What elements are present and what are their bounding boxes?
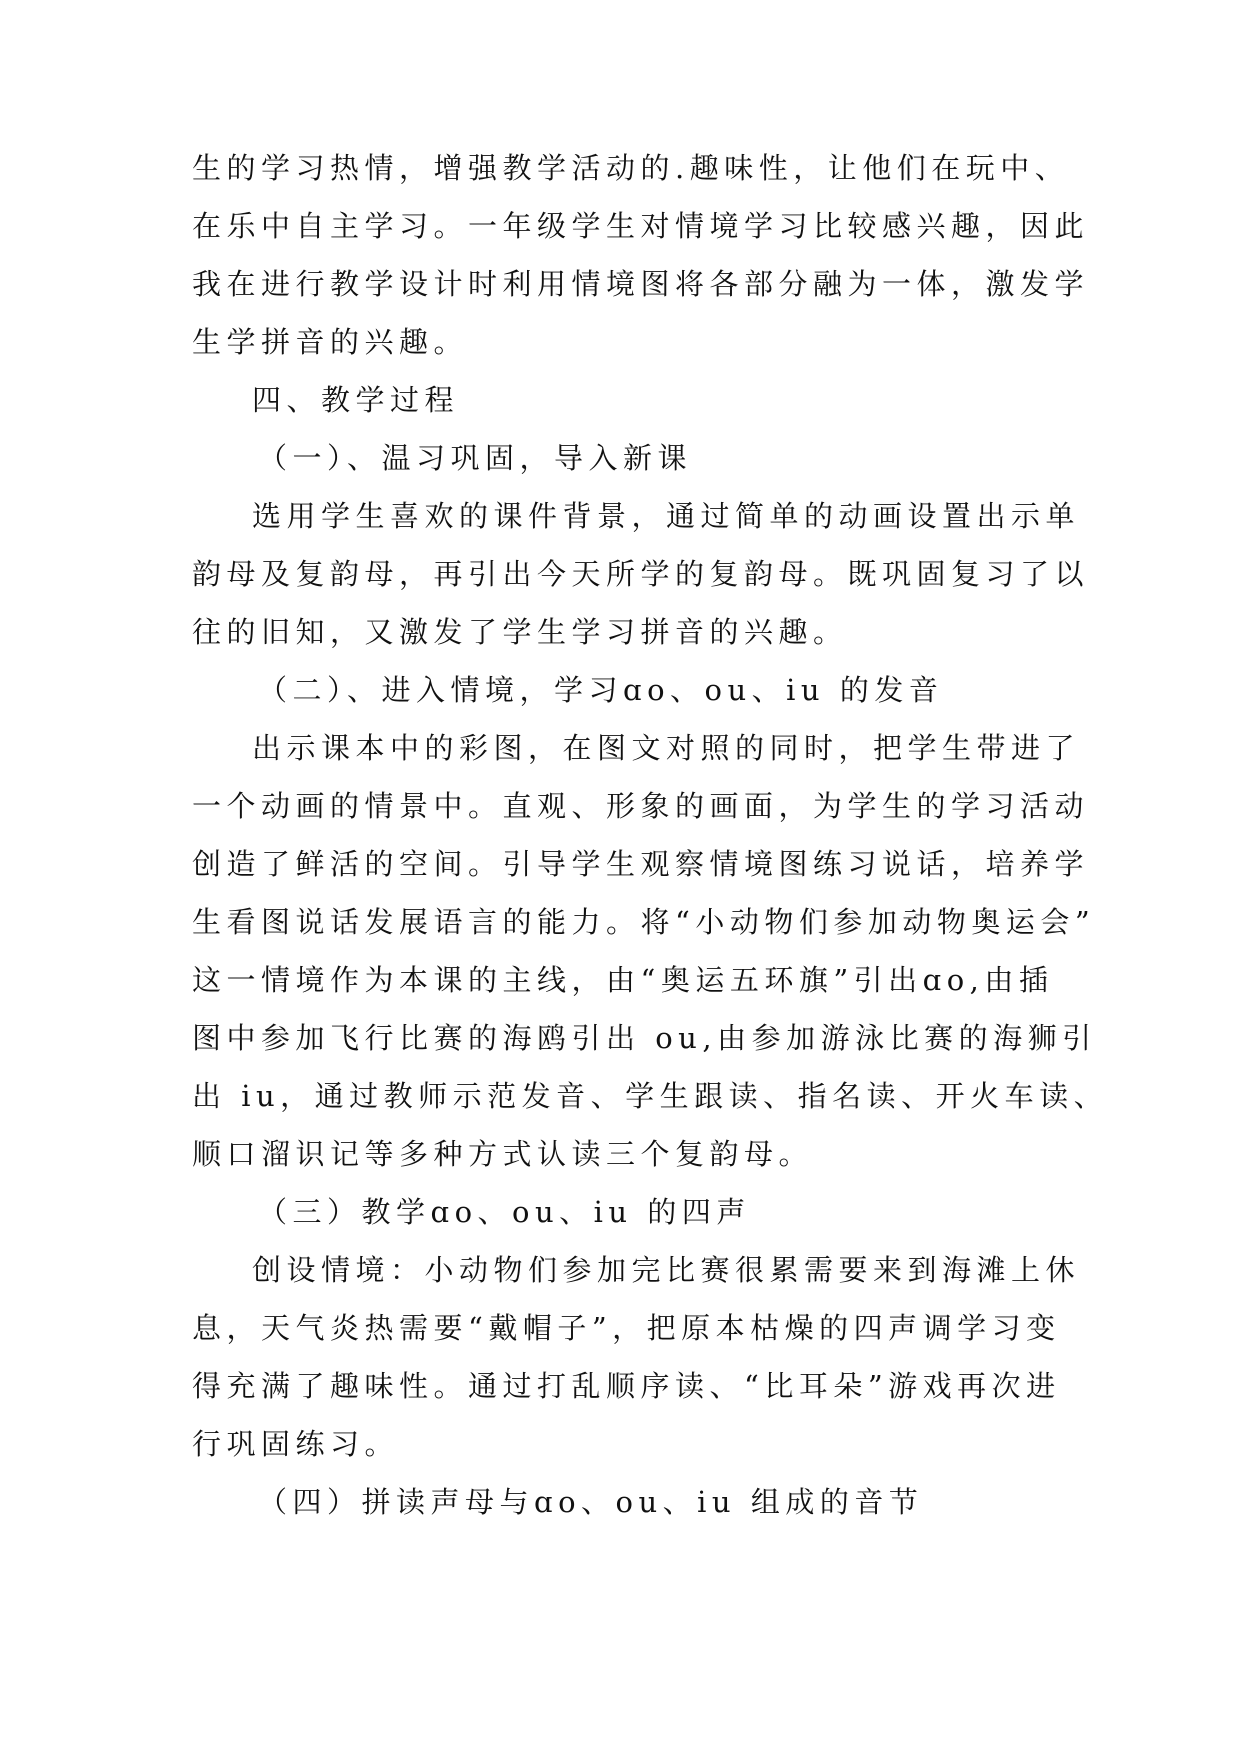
paragraph-line: 息，天气炎热需要“戴帽子”，把原本枯燥的四声调学习变 <box>192 1311 1061 1345</box>
subsection-heading: （三）教学ɑo、ou、iu 的四声 <box>258 1195 751 1229</box>
paragraph-line: 这一情境作为本课的主线，由“奥运五环旗”引出ɑo,由插 <box>192 963 1054 997</box>
paragraph-line: 生的学习热情，增强教学活动的.趣味性，让他们在玩中、 <box>192 151 1070 185</box>
subsection-heading: （四）拼读声母与ɑo、ou、iu 组成的音节 <box>258 1485 924 1519</box>
subsection-heading: （二）、进入情境，学习ɑo、ou、iu 的发音 <box>258 673 944 707</box>
section-heading: 四、教学过程 <box>252 383 460 417</box>
paragraph-line: 出 iu，通过教师示范发音、学生跟读、指名读、开火车读、 <box>192 1079 1109 1113</box>
subsection-heading: （一）、温习巩固，导入新课 <box>258 441 693 475</box>
paragraph-line: 生看图说话发展语言的能力。将“小动物们参加动物奥运会” <box>192 905 1096 939</box>
paragraph-line: 得充满了趣味性。通过打乱顺序读、“比耳朵”游戏再次进 <box>192 1369 1061 1403</box>
paragraph-line: 创造了鲜活的空间。引导学生观察情境图练习说话，培养学 <box>192 847 1090 881</box>
paragraph-line: 顺口溜识记等多种方式认读三个复韵母。 <box>192 1137 814 1171</box>
paragraph-line: 韵母及复韵母，再引出今天所学的复韵母。既巩固复习了以 <box>192 557 1090 591</box>
paragraph-line: 出示课本中的彩图，在图文对照的同时，把学生带进了 <box>252 731 1081 765</box>
paragraph-line: 在乐中自主学习。一年级学生对情境学习比较感兴趣，因此 <box>192 209 1090 243</box>
paragraph-line: 创设情境：小动物们参加完比赛很累需要来到海滩上休 <box>252 1253 1081 1287</box>
paragraph-line: 生学拼音的兴趣。 <box>192 325 469 359</box>
paragraph-line: 一个动画的情景中。直观、形象的画面，为学生的学习活动 <box>192 789 1090 823</box>
paragraph-line: 我在进行教学设计时利用情境图将各部分融为一体，激发学 <box>192 267 1090 301</box>
paragraph-line: 行巩固练习。 <box>192 1427 400 1461</box>
paragraph-line: 往的旧知，又激发了学生学习拼音的兴趣。 <box>192 615 848 649</box>
paragraph-line: 选用学生喜欢的课件背景，通过简单的动画设置出示单 <box>252 499 1081 533</box>
paragraph-line: 图中参加飞行比赛的海鸥引出 ou,由参加游泳比赛的海狮引 <box>192 1021 1097 1055</box>
